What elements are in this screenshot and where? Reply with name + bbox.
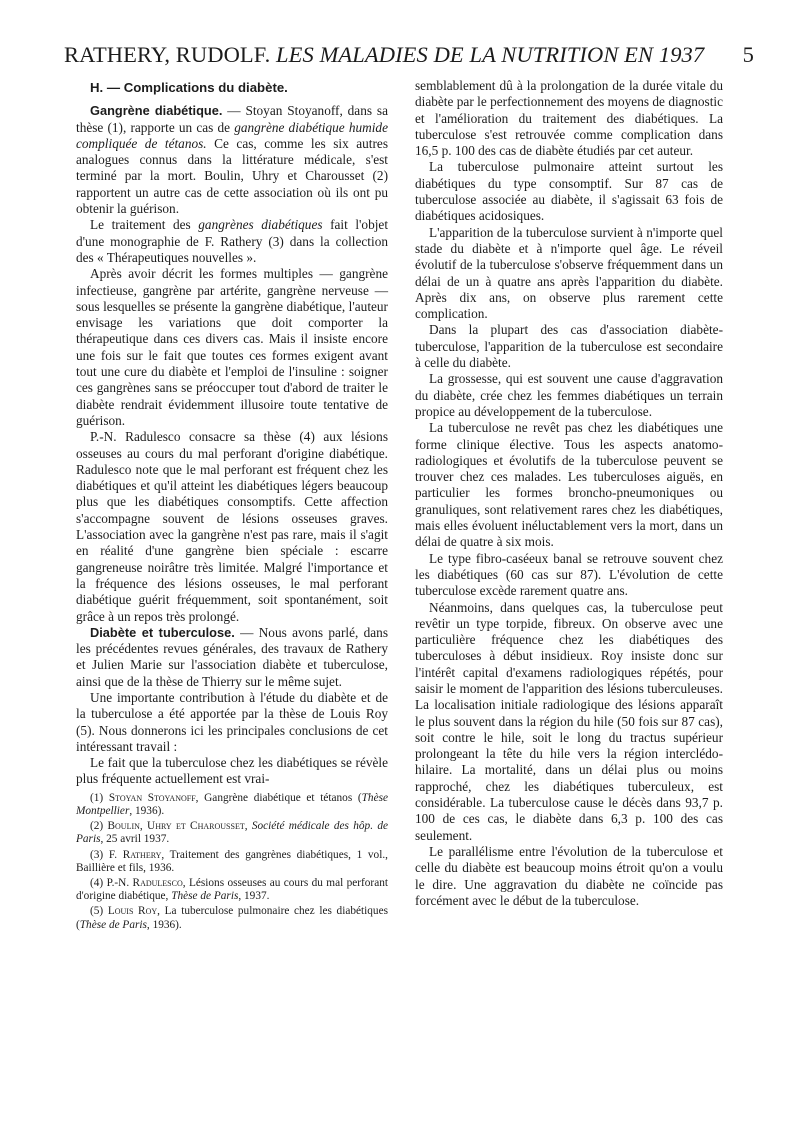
paragraph-gangrene-intro — [76, 103, 388, 217]
footnote-text: , La tuberculose pulmonaire chez les diabétiques ( — [76, 905, 388, 931]
footnote-author: P.-N. Radulesco — [106, 876, 183, 889]
paragraph-parallelism: Le parallélisme entre l'évolution de la tuberculose et celle du diabète est beaucoup moins étroit qu'on a voulu le dire. Une aggravation du diabète ne coïncide pas forcément avec le début de la tuberculose. — [415, 843, 723, 908]
paragraph-continuation: semblablement dû à la prolongation de la durée vitale du diabète par le perfectionnement des moyens de diagnostic et l'amélioration du traitement des diabétiques. La tuberculose s'est retrouvée comme complication dans 16,5 p. 100 des cas de diabète étudiés par cet auteur. — [415, 78, 723, 159]
footnote-number: (5) — [90, 905, 104, 918]
footnote-author: Louis Roy — [107, 905, 158, 918]
italic-run: gangrènes diabétiques — [198, 217, 323, 233]
footnote-end: , 1936). — [129, 804, 165, 817]
footnote-3 — [76, 849, 388, 875]
page-number: 5 — [742, 42, 754, 67]
text-run: fait l'objet d'une monographie de F. Rathery (3) dans la collection des « Thérapeutiques nouvelles ». — [76, 217, 389, 265]
footnote-text: , Gangrène diabétique et tétanos ( — [195, 791, 362, 804]
footnote-1 — [76, 792, 388, 818]
footnote-author: Boulin, Uhry et Charousset — [107, 820, 245, 833]
paragraph-treatment — [76, 217, 388, 266]
text-run: — Nous avons parlé, dans les précédentes revues générales, des travaux de Rathery et Julien Marie sur l'association diabète et tuberculose, ainsi que de la thèse de Thierry sur le même sujet. — [76, 624, 388, 689]
right-column — [415, 78, 723, 909]
paragraph-frequency: Le fait que la tuberculose chez les diabétiques se révèle plus fréquente actuellement est vrai- — [76, 755, 388, 787]
running-header — [64, 42, 754, 74]
footnote-number: (3) — [90, 848, 104, 861]
text-run: Le traitement des — [90, 217, 199, 233]
runin-heading-gangrene: Gangrène diabétique. — [90, 103, 223, 119]
italic-run: gangrène diabétique humide compliquée de tétanos. — [76, 119, 388, 151]
runin-heading-tuberculosis: Diabète et tuberculose. — [90, 624, 235, 640]
text-run: — Stoyan Stoyanoff, dans sa thèse (1), rapporte un cas de — [76, 103, 388, 135]
header-journal-title: LES MALADIES DE LA NUTRITION EN 1937 — [276, 42, 705, 67]
paragraph-secondary: Dans la plupart des cas d'association diabète-tuberculose, l'apparition de la tuberculose est secondaire à celle du diabète. — [415, 322, 723, 371]
footnote-end: , 1937. — [238, 890, 270, 903]
paragraph-consomptif: La tuberculose pulmonaire atteint surtout les diabétiques du type consomptif. Sur 87 cas de tuberculose associée au diabète, il s'agissait 63 fois de diabétiques acidosiques. — [415, 159, 723, 224]
footnote-italic: Thèse Montpellier — [76, 791, 388, 817]
paragraph-radulesco: P.-N. Radulesco consacre sa thèse (4) aux lésions osseuses au cours du mal perforant d'origine diabétique. Radulesco note que le mal perforant est fréquent chez les diabétiques et qu'il atteint les diabétiques légers beaucoup plus que les diabétiques consomptifs. Cette affection s'accompagne souvent de lésions osseuses graves. L'association avec la gangrène n'est pas rare, mais il s'agit en réalité d'une gangrène bien spéciale : escarre gangreneuse noirâtre très limitée. Malgré l'importance et la fréquence des lésions osseuses, le mal perforant diabétique guérit fréquemment, soit spontanément, soit grâce à un repos très prolongé. — [76, 429, 388, 624]
footnote-italic: Thèse de Paris — [79, 918, 147, 931]
paragraph-diabetes-tuberculosis — [76, 625, 388, 690]
paragraph-fibro-caseous: Le type fibro-caséeux banal se retrouve souvent chez les diabétiques (60 cas sur 87). L'évolution de cette tuberculose excède rarement quatre ans. — [415, 550, 723, 599]
footnote-end: , 25 avril 1937. — [100, 833, 170, 846]
section-heading: H. — Complications du diabète. — [90, 80, 288, 95]
paragraph-pregnancy: La grossesse, qui est souvent une cause d'aggravation du diabète, crée chez les femmes diabétiques un terrain propice au développement de la tuberculose. — [415, 371, 723, 419]
footnote-text: , Lésions osseuses au cours du mal perforant d'origine diabétique, — [76, 876, 388, 903]
footnote-italic: Société médicale des hôp. de Paris — [76, 820, 388, 846]
paragraph-forms: Après avoir décrit les formes multiples — gangrène infectieuse, gangrène par artérite, gangrène nerveuse — sous lesquelles se présente la gangrène diabétique, l'auteur envisage les variations que doit comporter la thérapeutique dans ces divers cas. Mais il insiste encore une fois sur le fait que toutes ces formes exigent avant tout une cure du diabète et l'emploi de l'insuline : soigner ces gangrènes sans se préoccuper tout d'abord de traiter le diabète rendrait évidemment illusoire toute tentative de guérison. — [76, 266, 388, 428]
left-column — [76, 78, 388, 934]
footnote-number: (1) — [90, 791, 104, 804]
footnote-text: , Traitement des gangrènes diabétiques, 1 vol., Baillière et fils, 1936. — [76, 848, 388, 874]
footnote-5 — [76, 905, 388, 931]
footnote-4 — [76, 877, 388, 903]
paragraph-torpid-type: Néanmoins, dans quelques cas, la tuberculose peut revêtir un type torpide, fibreux. On observe avec une particulière fréquence chez les diabétiques des tuberculoses à début insidieux. Roy insiste donc sur l'intérêt capital d'examens radiologiques répétés, pour saisir le moment de l'apparition des lésions tuberculeuses. La localisation initiale radiologique des lésions apparaît le plus souvent dans la région du hile (50 fois sur 87 cas), soit contre le hile, soit le long du tractus supérieur prolongeant la tête du hile vers la région interclédo-hilaire. La mortalité, dans un délai plus ou moins rapproché, chez les diabétiques tuberculeux, est considérable. La tuberculose cause le décès dans 93,7 p. 100 de ces cas, le diabète dans 6,3 p. 100 des cas seulement. — [415, 599, 723, 843]
footnote-end: , 1936). — [146, 918, 182, 931]
footnote-number: (4) — [90, 876, 104, 889]
paragraph-roy-contribution: Une importante contribution à l'étude du diabète et de la tuberculose a été apportée par la thèse de Louis Roy (5). Nous donnerons ici les principales conclusions de cet intéressant travail : — [76, 689, 388, 754]
text-run: Ce cas, comme les six autres analogues connus dans la littérature médicale, s'est terminé par la mort. Boulin, Uhry et Charousset (2) rapportent un autre cas de cette association où ils ont pu obtenir la guérison. — [76, 135, 388, 217]
footnote-number: (2) — [90, 820, 104, 833]
footnotes — [76, 792, 388, 932]
footnote-author: F. Rathery — [108, 848, 162, 861]
footnote-text: , — [244, 820, 252, 833]
footnote-italic: Thèse de Paris — [171, 890, 239, 903]
paragraph-onset: L'apparition de la tuberculose survient à n'importe quel stade du diabète et à n'importe quel âge. Le réveil évolutif de la tuberculose s'observe fréquemment dans un délai de un à quatre ans après l'apparition du diabète. Après dix ans, on observe plus rarement cette complication. — [415, 224, 723, 322]
paragraph-clinical-forms: La tuberculose ne revêt pas chez les diabétiques une forme clinique élective. Tous les aspects anatomo-radiologiques et évolutifs de la tuberculose peuvent se trouver chez ces malades. Les tuberculoses aiguës, en particulier les formes broncho-pneumoniques ou granuliques, sont relativement rares chez les diabétiques, mais elles évoluent inéluctablement vers la mort, dans un délai de quatre à six mois. — [415, 420, 723, 550]
footnote-author: Stoyan Stoyanoff — [108, 791, 196, 804]
header-author: RATHERY, RUDOLF. — [64, 42, 271, 67]
footnote-2 — [76, 820, 388, 846]
